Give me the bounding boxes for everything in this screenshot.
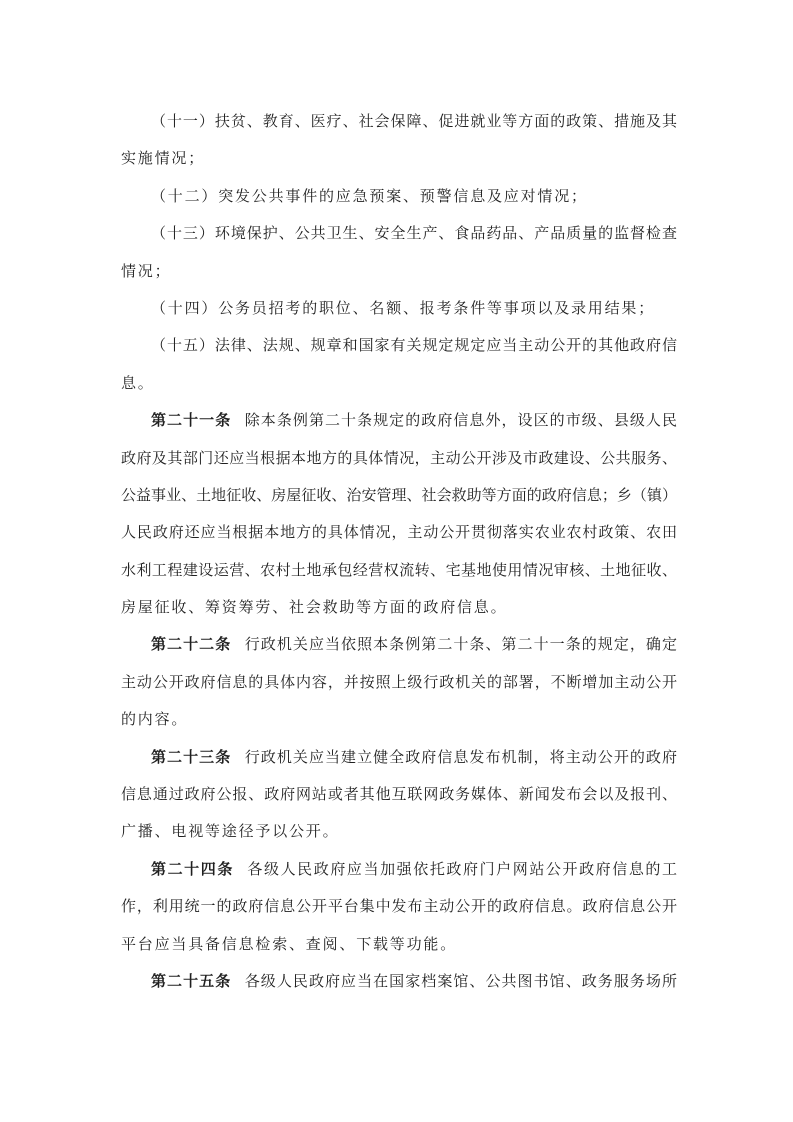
text-line: 实施情况； <box>121 151 206 168</box>
text-line: 作，利用统一的政府信息公开平台集中发布主动公开的政府信息。政府信息公开 <box>121 899 677 916</box>
text-line: 平台应当具备信息检索、查阅、下载等功能。 <box>121 936 458 953</box>
text-line: 房屋征收、筹资筹劳、社会救助等方面的政府信息。 <box>121 600 508 617</box>
text-line: 水利工程建设运营、农村土地承包经营权流转、宅基地使用情况审核、土地征收、 <box>121 562 677 579</box>
text-line <box>121 403 677 440</box>
line-text: 各级人民政府应当在国家档案馆、公共图书馆、政务服务场所 <box>244 973 677 990</box>
line-text: 行政机关应当建立健全政府信息发布机制，将主动公开的政府 <box>244 749 677 766</box>
article-number: 第二十一条 <box>151 413 232 430</box>
text-line: （十四）公务员招考的职位、名额、报考条件等事项以及录用结果； <box>151 300 656 317</box>
text-line: （十二）突发公共事件的应急预案、预警信息及应对情况； <box>151 188 588 205</box>
document-body <box>121 104 677 1001</box>
text-line <box>121 740 677 777</box>
text-line: （十五）法律、法规、规章和国家有关规定规定应当主动公开的其他政府信 <box>151 338 677 355</box>
text-line <box>121 964 677 1001</box>
text-line: 广播、电视等途径予以公开。 <box>121 824 340 841</box>
text-line: 息。 <box>121 375 155 392</box>
text-line: 情况； <box>121 263 172 280</box>
text-line: 信息通过政府公报、政府网站或者其他互联网政务媒体、新闻发布会以及报刊、 <box>121 787 677 804</box>
text-line <box>121 852 677 889</box>
text-line: 人民政府还应当根据本地方的具体情况，主动公开贯彻落实农业农村政策、农田 <box>121 525 677 542</box>
text-line: 主动公开政府信息的具体内容，并按照上级行政机关的部署，不断增加主动公开 <box>121 674 677 691</box>
article-number: 第二十二条 <box>151 637 232 654</box>
line-text: 除本条例第二十条规定的政府信息外，设区的市级、县级人民 <box>244 413 677 430</box>
text-line: （十三）环境保护、公共卫生、安全生产、食品药品、产品质量的监督检查 <box>151 226 677 243</box>
line-text: 各级人民政府应当加强依托政府门户网站公开政府信息的工 <box>247 861 677 878</box>
text-line: 政府及其部门还应当根据本地方的具体情况，主动公开涉及市政建设、公共服务、 <box>121 450 677 467</box>
text-line <box>121 627 677 664</box>
text-line: 的内容。 <box>121 712 189 729</box>
line-text: 行政机关应当依照本条例第二十条、第二十一条的规定，确定 <box>244 637 677 654</box>
article-number: 第二十四条 <box>151 861 234 878</box>
text-line: 公益事业、土地征收、房屋征收、治安管理、社会救助等方面的政府信息；乡（镇） <box>121 487 677 504</box>
text-line: （十一）扶贫、教育、医疗、社会保障、促进就业等方面的政策、措施及其 <box>151 114 677 130</box>
article-number: 第二十三条 <box>151 749 232 766</box>
article-number: 第二十五条 <box>151 973 232 990</box>
